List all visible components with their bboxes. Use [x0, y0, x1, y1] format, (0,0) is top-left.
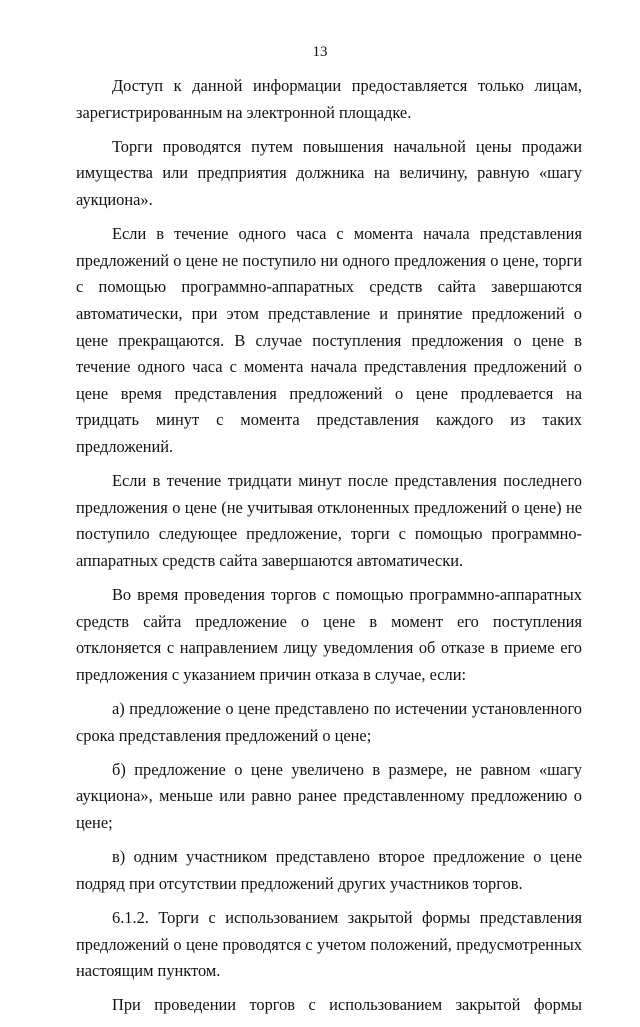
paragraph-closed-form: При проведении торгов с использованием закрытой формы	[112, 995, 582, 1015]
document-body	[76, 73, 582, 1027]
paragraph-one-hour-rule: Если в течение одного часа с момента начала представления предложений о цене не поступило ни одного предложения о цене, торги с помощью программно-аппаратных средств сайта завершаются автоматически, при этом представление и принятие предложений о цене прекращаются. В случае поступления предложения о цене в течение одного часа с момента начала представления предложений о цене время представления предложений о цене продлевается на тридцать минут с момента представления каждого из таких предложений.	[76, 224, 582, 456]
section-6-1-2: 6.1.2. Торги с использованием закрытой формы представления предложений о цене проводятся с учетом положений, предусмотренных настоящим пунктом.	[76, 907, 582, 981]
paragraph-bidding-method: Торги проводятся путем повышения начальной цены продажи имущества или предприятия должника на величину, равную «шагу аукциона».	[76, 136, 582, 209]
list-item-v: в) одним участником представлено второе предложение о цене подряд при отсутствии предложений других участников торгов.	[76, 847, 582, 893]
paragraph-rejection-conditions: Во время проведения торгов с помощью программно-аппаратных средств сайта предложение о цене в момент его поступления отклоняется с направлением лицу уведомления об отказе в приеме его предложения с указанием причин отказа в случае, если:	[76, 585, 582, 684]
page-number: 13	[312, 44, 328, 60]
list-item-b: б) предложение о цене увеличено в размере, не равном «шагу аукциона», меньше или равно ранее представленному предложению о цене;	[76, 759, 582, 832]
paragraph-thirty-minute-rule: Если в течение тридцати минут после представления последнего предложения о цене (не учитывая отклоненных предложений о цене) не поступило следующее предложение, торги с помощью программно-аппаратных средств сайта завершаются автоматически.	[76, 471, 582, 570]
list-item-a: а) предложение о цене представлено по истечении установленного срока представления предложений о цене;	[76, 699, 582, 745]
paragraph-access: Доступ к данной информации предоставляется только лицам, зарегистрированным на электронной площадке.	[76, 76, 582, 122]
